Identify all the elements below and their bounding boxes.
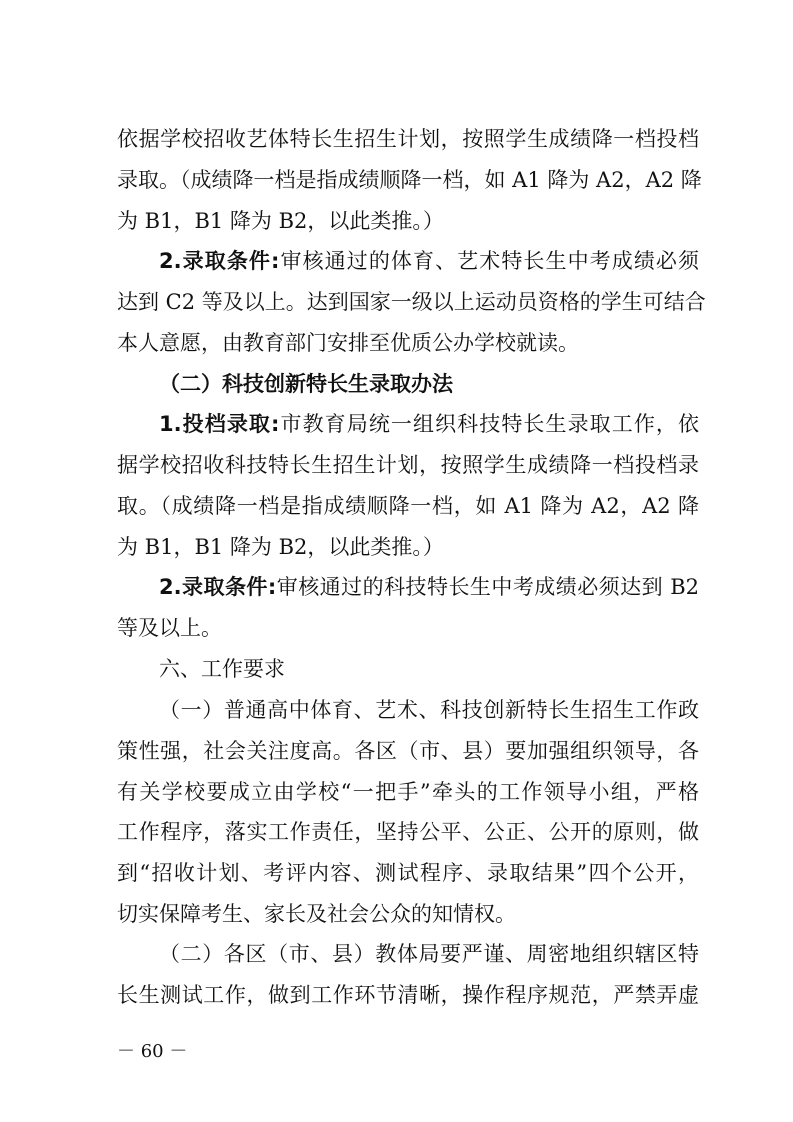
text-line: 依据学校招收艺体特长生招生计划，按照学生成绩降一档投档 [117,127,699,151]
text-line: 为 B1，B1 降为 B2，以此类推。） [117,535,444,559]
text-line: 有关学校要成立由学校“一把手”牵头的工作领导小组，严格 [117,780,699,804]
paragraph-first-line [159,404,699,444]
text-line: 到“招收计划、考评内容、测试程序、录取结果”四个公开， [117,861,699,885]
text-line: 取。（成绩降一档是指成绩顺降一档，如 A1 降为 A2，A2 降 [117,494,699,518]
text-line: 录取。（成绩降一档是指成绩顺降一档，如 A1 降为 A2，A2 降 [117,168,702,192]
section-label: 2.录取条件: [159,249,280,273]
text-line: 达到 C2 等及以上。达到国家一级以上运动员资格的学生可结合 [117,290,706,314]
text-run: 市教育局统一组织科技特长生录取工作，依 [279,412,699,436]
text-run: 审核通过的体育、艺术特长生中考成绩必须 [279,249,699,273]
text-line: 策性强，社会关注度高。各区（市、县）要加强组织领导，各 [117,739,699,763]
text-line: 等及以上。 [117,616,222,640]
section-label: 1.投档录取: [159,412,280,436]
paragraph-first-line: （一）普通高中体育、艺术、科技创新特长生招生工作政 [159,698,699,722]
text-line: 据学校招收科技特长生招生计划，按照学生成绩降一档投档录 [117,453,699,477]
paragraph-first-line: （二）各区（市、县）教体局要严谨、周密地组织辖区特 [159,942,699,966]
text-run: 审核通过的科技特长生中考成绩必须达到 B2 [276,575,699,599]
section-label: 2.录取条件: [159,575,277,599]
paragraph-first-line [159,241,699,281]
text-line: 切实保障考生、家长及社会公众的知情权。 [117,902,516,926]
text-line: 长生测试工作，做到工作环节清晰，操作程序规范，严禁弄虚 [117,983,699,1007]
section-heading: （二）科技创新特长生录取办法 [159,372,453,396]
page-number: － 60 － [117,1041,188,1062]
text-line: 为 B1，B1 降为 B2，以此类推。） [117,209,444,233]
text-line: 本人意愿，由教育部门安排至优质公办学校就读。 [117,331,579,355]
section-heading: 六、工作要求 [159,657,285,681]
paragraph-first-line [159,567,699,607]
text-line: 工作程序，落实工作责任，坚持公平、公正、公开的原则，做 [117,820,699,844]
